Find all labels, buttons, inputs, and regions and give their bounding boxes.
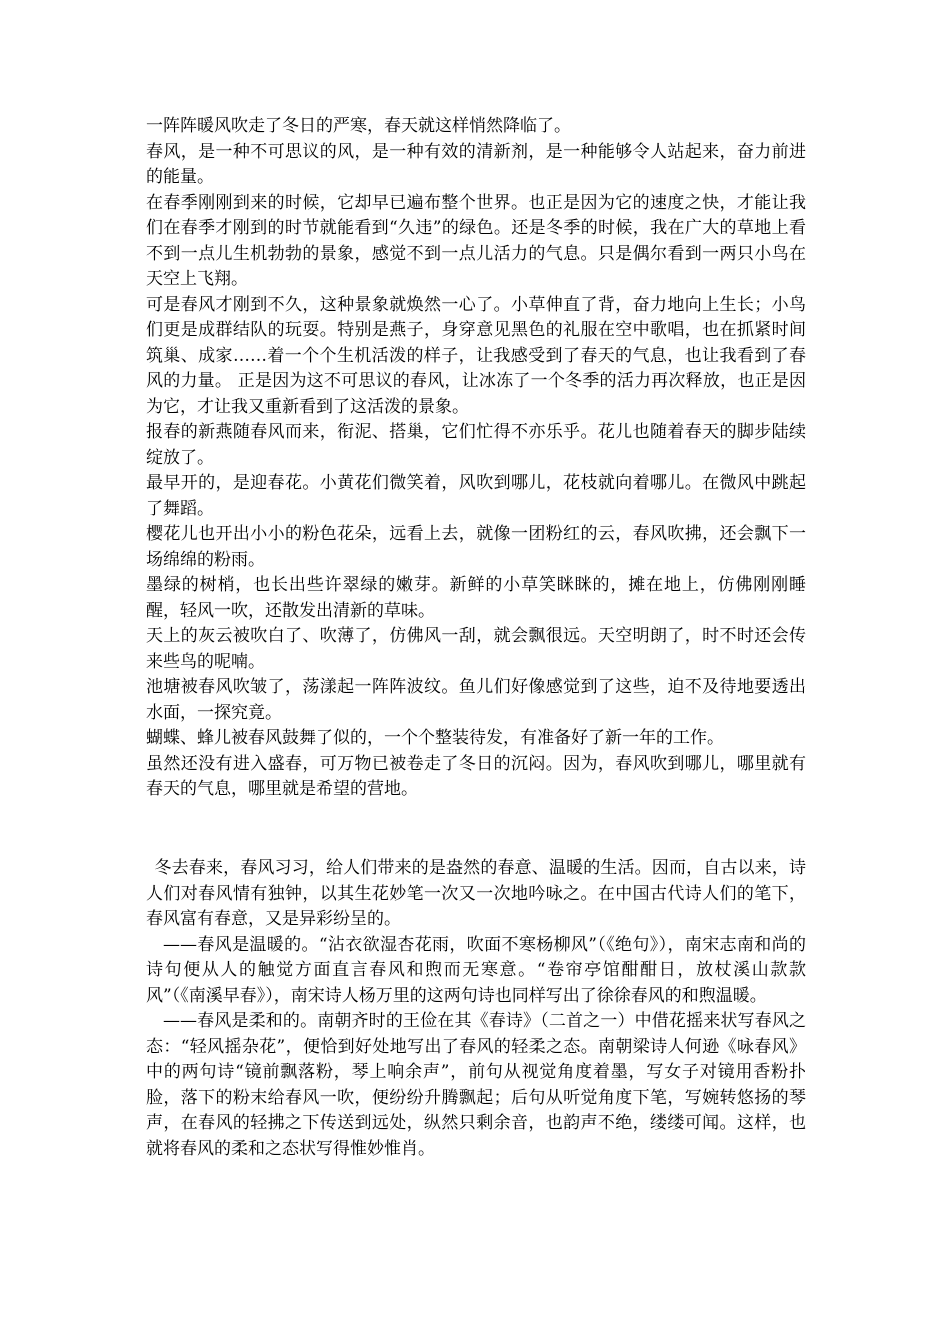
paragraph: 池塘被春风吹皱了，荡漾起一阵阵波纹。鱼儿们好像感觉到了这些，迫不及待地要透出水面，一探究竟。 [146,677,806,723]
paragraph: 可是春风才刚到不久，这种景象就焕然一心了。小草伸直了背，奋力地向上生长；小鸟们更是成群结队的玩耍。特别是燕子，身穿意见黑色的礼服在空中歌唱，也在抓紧时间筑巢、成家……着一个个生机活泼的样子，让我感受到了春天的气息，也让我看到了春风的力量。 正是因为这不可思议的春风，让冰冻了一个冬季的活力再次释放，也正是因为它，才让我又重新看到了这活泼的景象。 [146,294,806,417]
paragraph: 天上的灰云被吹白了、吹薄了，仿佛风一刮，就会飘很远。天空明朗了，时不时还会传来些鸟的呢喃。 [146,626,806,672]
paragraph: ——春风是温暖的。“沾衣欲湿杏花雨，吹面不寒杨柳风”（《绝句》），南宋志南和尚的诗句便从人的触觉方面直言春风和煦而无寒意。“卷帘亭馆酣酣日，放杖溪山款款风”（《南溪早春》），南宋诗人杨万里的这两句诗也同样写出了徐徐春风的和煦温暖。 [146,934,806,1006]
paragraph: 虽然还没有进入盛春，可万物已被卷走了冬日的沉闷。因为，春风吹到哪儿，哪里就有春天的气息，哪里就是希望的营地。 [146,753,806,799]
essay-spring-wind [146,114,806,803]
paragraph: 在春季刚刚到来的时候，它却早已遍布整个世界。也正是因为它的速度之快，才能让我们在春季才刚到的时节就能看到“久违”的绿色。还是冬季的时候，我在广大的草地上看不到一点儿生机勃勃的景象，感觉不到一点儿活力的气息。只是偶尔看到一两只小鸟在天空上飞翔。 [146,192,806,289]
paragraph: 冬去春来，春风习习，给人们带来的是盎然的春意、温暖的生活。因而，自古以来，诗人们对春风情有独钟，以其生花妙笔一次又一次地吟咏之。在中国古代诗人们的笔下，春风富有春意，又是异彩纷呈的。 [146,858,806,929]
paragraph: ——春风是柔和的。南朝齐时的王俭在其《春诗》（二首之一）中借花摇来状写春风之态：“轻风摇杂花”，便恰到好处地写出了春风的轻柔之态。南朝梁诗人何逊《咏春风》中的两句诗“镜前飘落粉，琴上响余声”，前句从视觉角度着墨，写女子对镜用香粉扑脸，落下的粉末给春风一吹，便纷纷升腾飘起；后句从听觉角度下笔，写婉转悠扬的琴声，在春风的轻拂之下传送到远处，纵然只剩余音，也韵声不绝，缕缕可闻。这样，也就将春风的柔和之态状写得惟妙惟肖。 [146,1011,806,1159]
paragraph: 蝴蝶、蜂儿被春风鼓舞了似的，一个个整装待发，有准备好了新一年的工作。 [146,728,724,748]
paragraph: 樱花儿也开出小小的粉色花朵，远看上去，就像一团粉红的云，春风吹拂，还会飘下一场绵绵的粉雨。 [146,524,806,570]
paragraph: 春风，是一种不可思议的风，是一种有效的清新剂，是一种能够令人站起来，奋力前进的能量。 [146,141,806,187]
paragraph: 报春的新燕随春风而来，衔泥、搭巢，它们忙得不亦乐乎。花儿也随着春天的脚步陆续绽放了。 [146,422,806,468]
paragraph: 墨绿的树梢，也长出些许翠绿的嫩芽。新鲜的小草笑眯眯的，摊在地上，仿佛刚刚睡醒，轻风一吹，还散发出清新的草味。 [146,575,806,621]
paragraph: 一阵阵暖风吹走了冬日的严寒，春天就这样悄然降临了。 [146,116,571,136]
paragraph: 最早开的，是迎春花。小黄花们微笑着，风吹到哪儿，花枝就向着哪儿。在微风中跳起了舞蹈。 [146,473,806,519]
essay-spring-wind-poetry [146,856,806,1162]
